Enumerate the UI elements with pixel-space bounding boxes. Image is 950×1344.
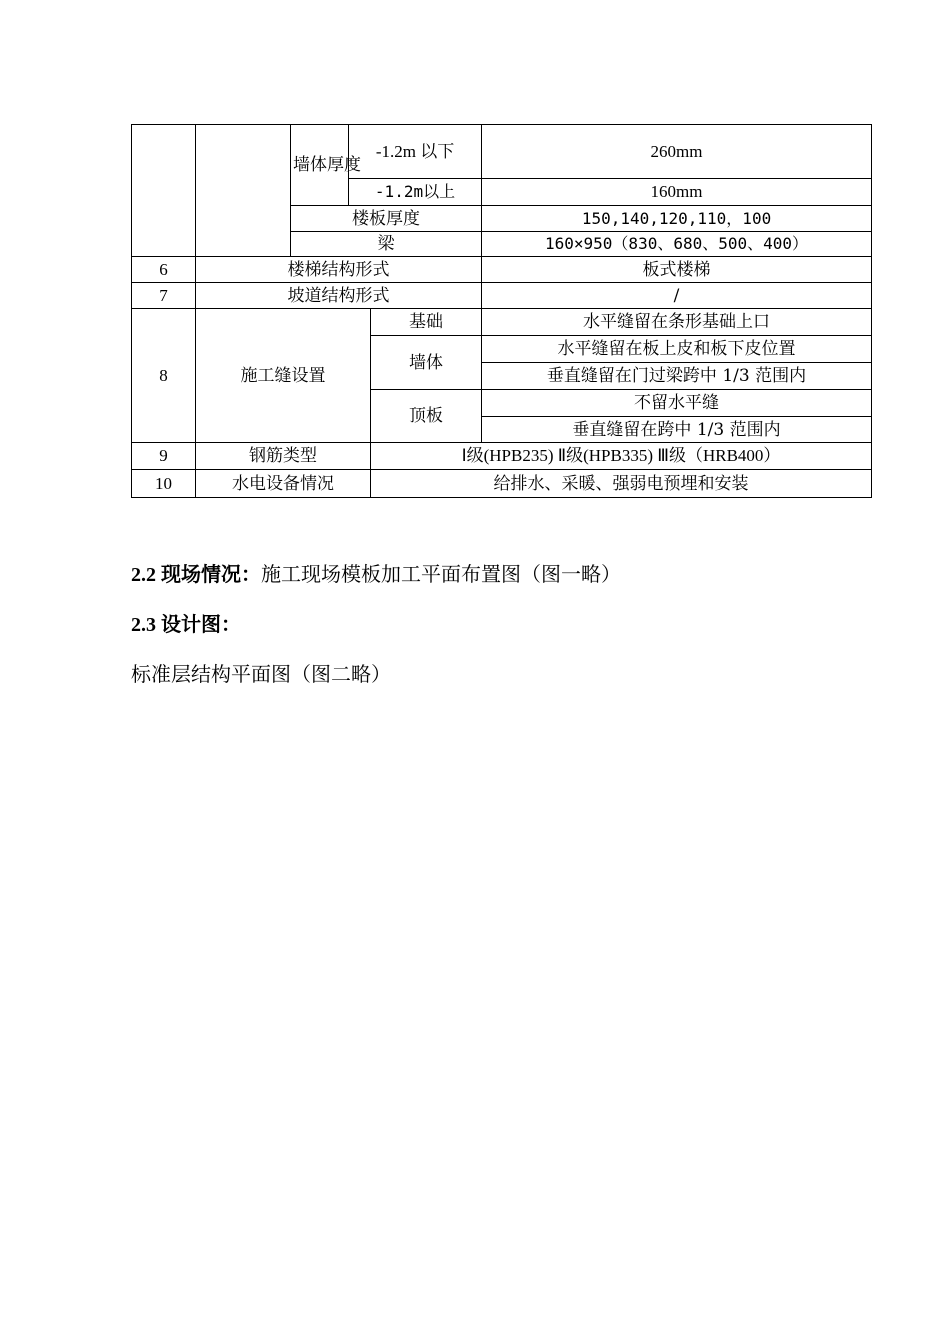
roof-joint-value: 垂直缝留在跨中 1/3 范围内 <box>482 417 872 443</box>
row-label: 钢筋类型 <box>196 443 371 470</box>
section-2-2-heading: 2.2 现场情况： <box>131 564 261 586</box>
wall-above-label: -1.2m以上 <box>349 179 482 206</box>
spec-table <box>131 124 872 498</box>
figure-caption: 标准层结构平面图（图二略） <box>131 662 391 686</box>
floor-thickness-value: 150,140,120,110，100 <box>482 206 872 232</box>
row-label: 水电设备情况 <box>196 470 371 498</box>
table-row <box>132 257 872 283</box>
foundation-label: 基础 <box>371 309 482 336</box>
wall-joint-label: 墙体 <box>371 336 482 390</box>
section-2-2 <box>131 560 621 589</box>
foundation-value: 水平缝留在条形基础上口 <box>482 309 872 336</box>
floor-thickness-label: 楼板厚度 <box>291 206 482 232</box>
wall-thickness-label: 墙体厚度 <box>291 125 349 206</box>
section-2-3 <box>131 610 241 639</box>
row-number: 7 <box>132 283 196 309</box>
row-label: 施工缝设置 <box>196 309 371 443</box>
wall-above-value: 160mm <box>482 179 872 206</box>
wall-joint-value: 垂直缝留在门过梁跨中 1/3 范围内 <box>482 363 872 390</box>
roof-joint-label: 顶板 <box>371 390 482 443</box>
row-value: Ⅰ级(HPB235) Ⅱ级(HPB335) Ⅲ级（HRB400） <box>371 443 872 470</box>
row-number: 9 <box>132 443 196 470</box>
row-value: / <box>482 283 872 309</box>
section-2-3-heading: 2.3 设计图： <box>131 614 241 636</box>
wall-below-value: 260mm <box>482 125 872 179</box>
row-number: 10 <box>132 470 196 498</box>
row-value: 给排水、采暖、强弱电预埋和安装 <box>371 470 872 498</box>
table-row <box>132 309 872 336</box>
table-cell-empty <box>132 125 196 257</box>
table-row <box>132 470 872 498</box>
beam-value: 160×950（830、680、500、400） <box>482 232 872 257</box>
table-row <box>132 125 872 179</box>
table-row <box>132 283 872 309</box>
table-row <box>132 443 872 470</box>
row-value: 板式楼梯 <box>482 257 872 283</box>
row-number: 6 <box>132 257 196 283</box>
row-label: 坡道结构形式 <box>196 283 482 309</box>
wall-below-label: -1.2m 以下 <box>349 125 482 179</box>
section-2-2-text: 施工现场模板加工平面布置图（图一略） <box>261 562 621 586</box>
row-label: 楼梯结构形式 <box>196 257 482 283</box>
roof-joint-value: 不留水平缝 <box>482 390 872 417</box>
table-cell-empty <box>196 125 291 257</box>
row-number: 8 <box>132 309 196 443</box>
wall-joint-value: 水平缝留在板上皮和板下皮位置 <box>482 336 872 363</box>
beam-label: 梁 <box>291 232 482 257</box>
